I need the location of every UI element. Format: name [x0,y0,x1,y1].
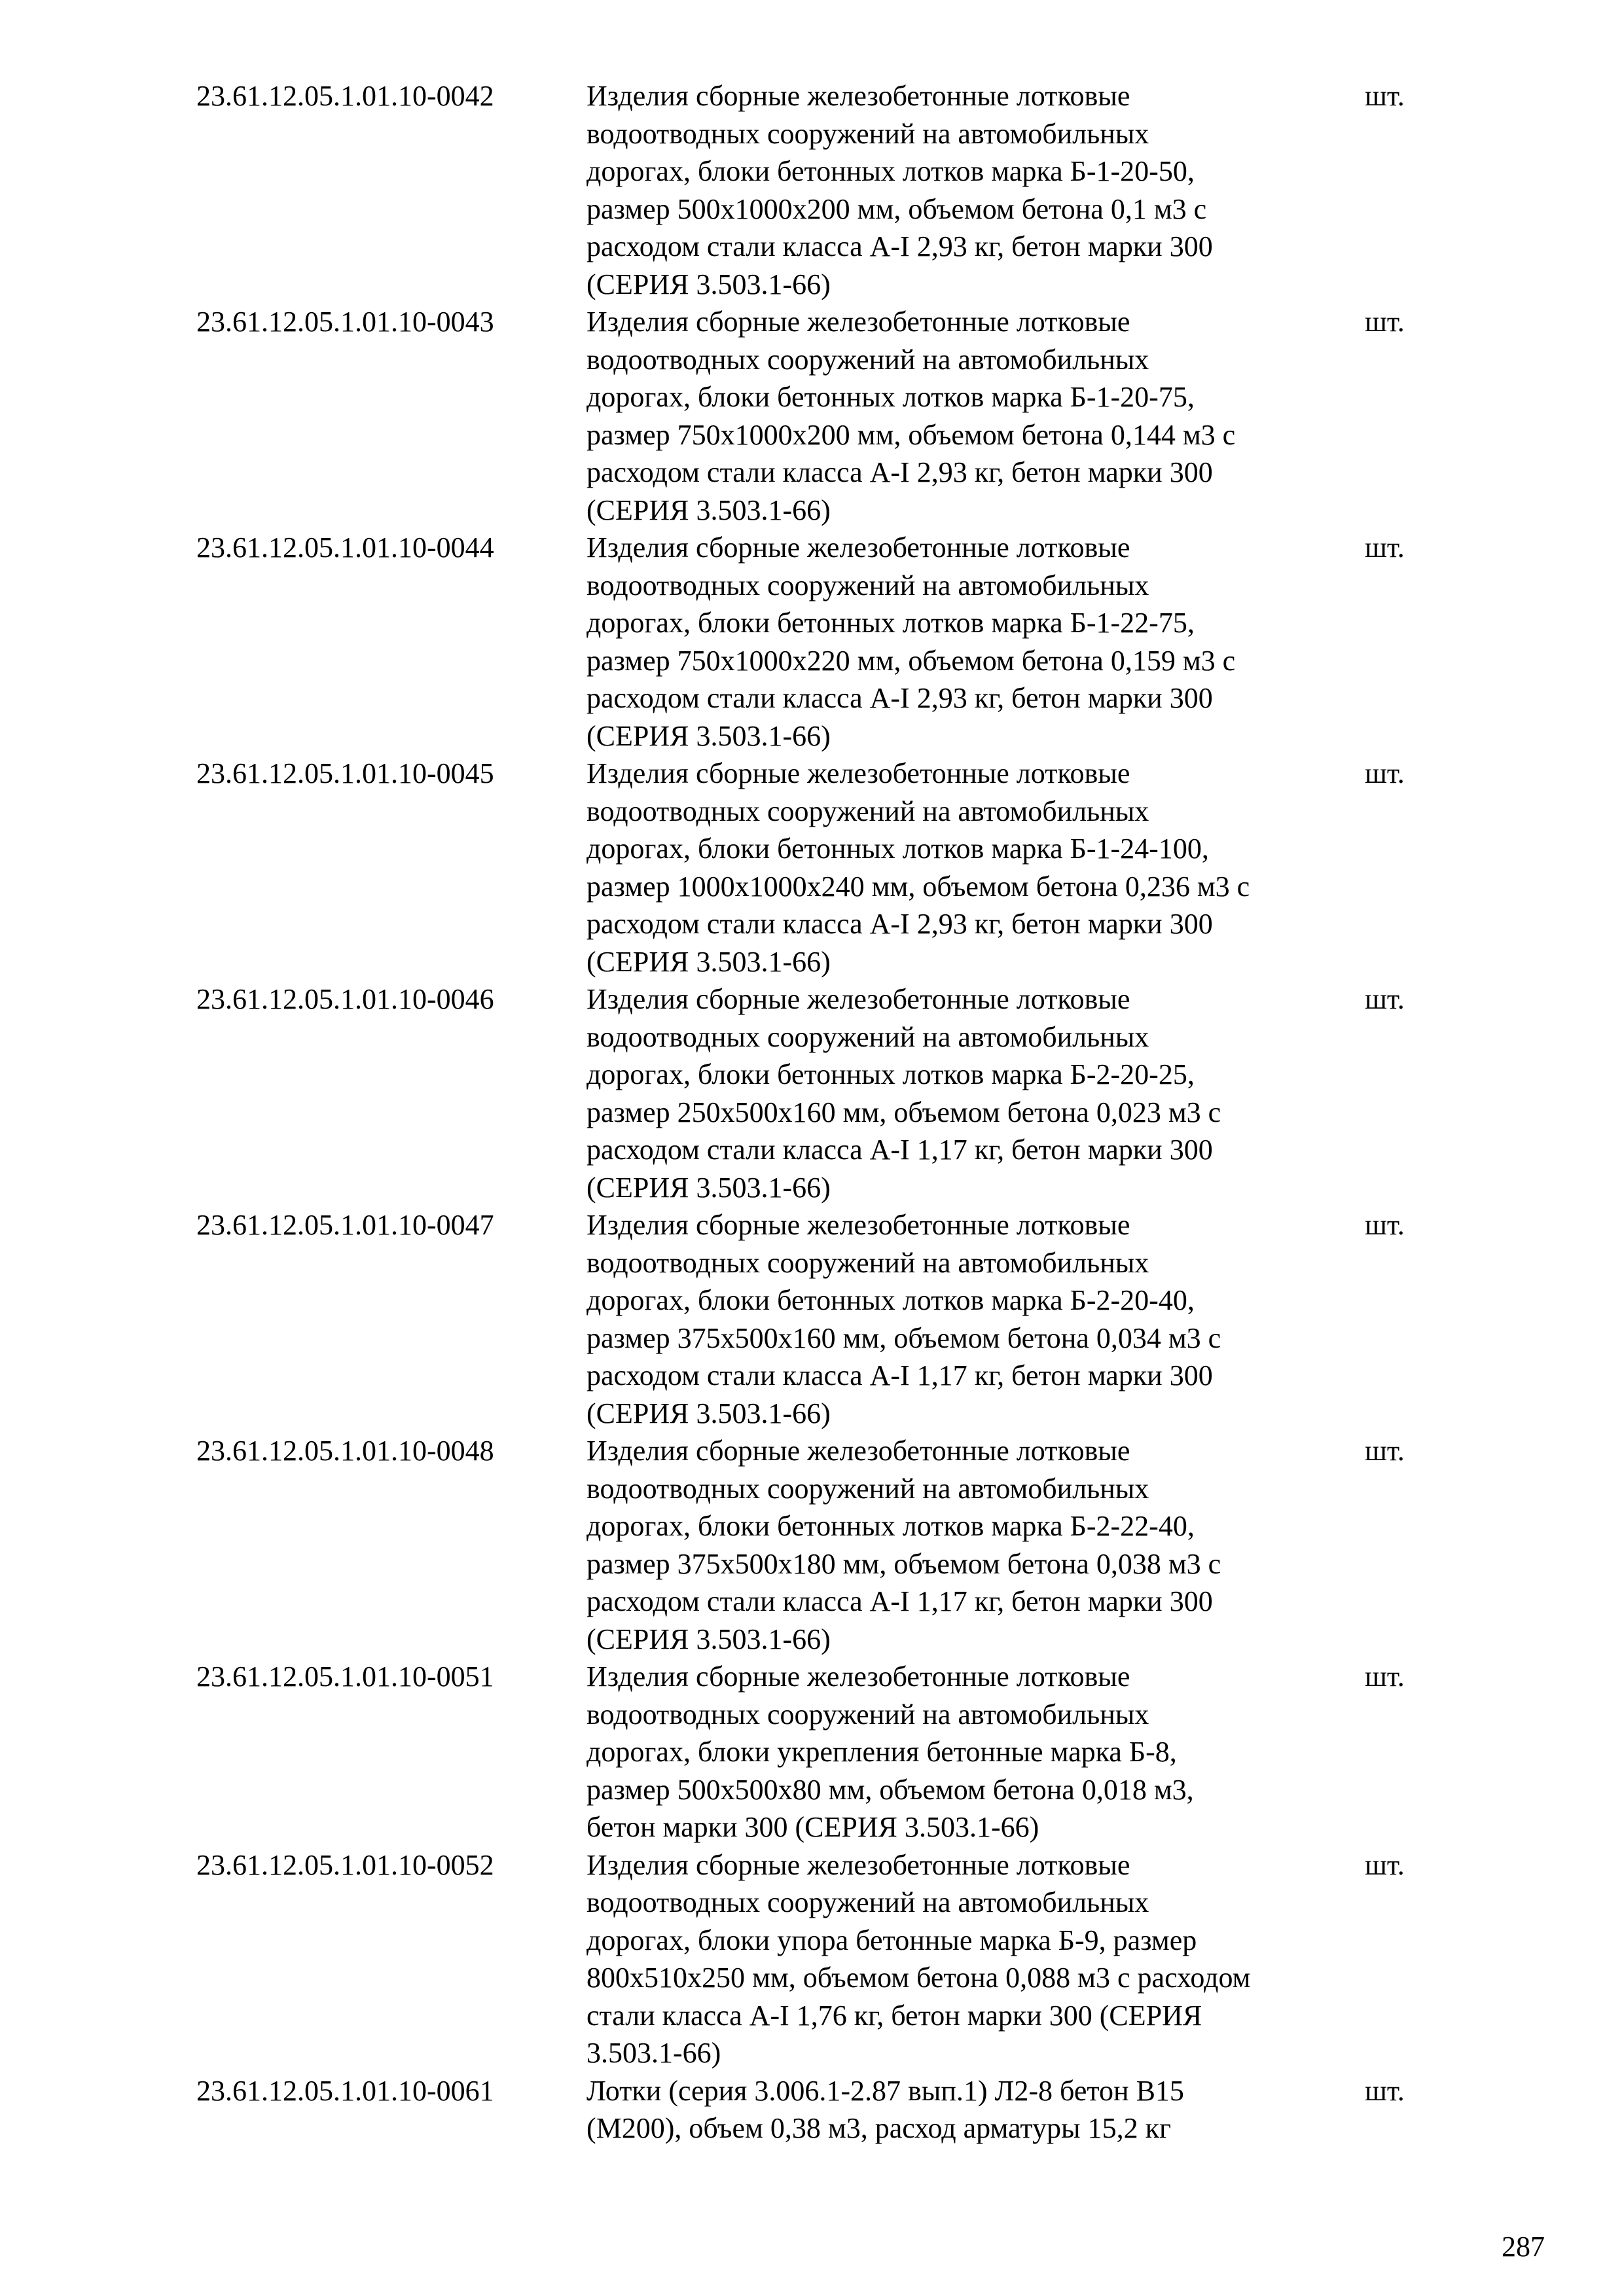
description-line: 3.503.1-66) [586,2037,721,2069]
description-line: расходом стали класса А-I 1,17 кг, бетон марки 300 [586,1585,1213,1617]
table-row [196,1206,1440,1432]
table-row [196,755,1440,980]
description-line: Изделия сборные железобетонные лотковые [586,1660,1130,1693]
description-line: (СЕРИЯ 3.503.1-66) [586,945,831,978]
resource-code: 23.61.12.05.1.01.10-0051 [196,1660,494,1693]
description-line: расходом стали класса А-I 2,93 кг, бетон марки 300 [586,456,1213,488]
description-line: дорогах, блоки бетонных лотков марка Б-1-20-50, [586,155,1195,187]
description-line: размер 750х1000х220 мм, объемом бетона 0,159 м3 с [586,644,1236,677]
resource-code: 23.61.12.05.1.01.10-0052 [196,1848,494,1881]
description-line: дорогах, блоки бетонных лотков марка Б-1-20-75, [586,381,1195,413]
description-line: расходом стали класса А-I 1,17 кг, бетон марки 300 [586,1134,1213,1166]
resource-code: 23.61.12.05.1.01.10-0046 [196,983,494,1015]
description-line: (СЕРИЯ 3.503.1-66) [586,1397,831,1429]
unit-of-measure: шт. [1365,1848,1405,1881]
description-line: водоотводных сооружений на автомобильных [586,1246,1149,1279]
resource-description [586,980,1362,1206]
description-line: размер 250х500х160 мм, объемом бетона 0,023 м3 с [586,1096,1221,1128]
description-line: бетон марки 300 (СЕРИЯ 3.503.1-66) [586,1811,1039,1843]
description-line: Изделия сборные железобетонные лотковые [586,1209,1130,1241]
table-row [196,980,1440,1206]
resource-code: 23.61.12.05.1.01.10-0043 [196,306,494,338]
description-line: расходом стали класса А-I 2,93 кг, бетон марки 300 [586,230,1213,262]
table-row [196,303,1440,529]
description-line: дорогах, блоки упора бетонные марка Б-9, размер [586,1924,1197,1956]
table-row [196,1846,1440,2072]
description-line: Лотки (серия 3.006.1-2.87 вып.1) Л2-8 бетон В15 [586,2074,1184,2107]
unit-of-measure: шт. [1365,1435,1405,1467]
description-line: водоотводных сооружений на автомобильных [586,117,1149,150]
description-line: стали класса А-I 1,76 кг, бетон марки 300 (СЕРИЯ [586,1999,1202,2032]
description-line: размер 375х500х160 мм, объемом бетона 0,034 м3 с [586,1321,1221,1354]
description-line: расходом стали класса А-I 1,17 кг, бетон марки 300 [586,1359,1213,1391]
table-row [196,77,1440,303]
description-line: Изделия сборные железобетонные лотковые [586,1435,1130,1467]
description-line: Изделия сборные железобетонные лотковые [586,983,1130,1015]
unit-of-measure: шт. [1365,306,1405,338]
description-line: (СЕРИЯ 3.503.1-66) [586,268,831,300]
table-row [196,1658,1440,1846]
description-line: расходом стали класса А-I 2,93 кг, бетон марки 300 [586,682,1213,714]
description-line: (СЕРИЯ 3.503.1-66) [586,719,831,752]
description-line: размер 1000х1000х240 мм, объемом бетона 0,236 м3 с [586,870,1250,903]
resource-table [196,77,1440,2147]
resource-description [586,2072,1362,2147]
description-line: (М200), объем 0,38 м3, расход арматуры 15,2 кг [586,2112,1172,2144]
resource-code: 23.61.12.05.1.01.10-0044 [196,531,494,564]
description-line: водоотводных сооружений на автомобильных [586,1886,1149,1918]
description-line: дорогах, блоки бетонных лотков марка Б-2-20-40, [586,1284,1195,1316]
description-line: дорогах, блоки бетонных лотков марка Б-1-24-100, [586,833,1209,865]
description-line: Изделия сборные железобетонные лотковые [586,757,1130,789]
resource-code: 23.61.12.05.1.01.10-0048 [196,1435,494,1467]
unit-of-measure: шт. [1365,983,1405,1015]
resource-description [586,1206,1362,1432]
description-line: водоотводных сооружений на автомобильных [586,1472,1149,1505]
table-row [196,2072,1440,2147]
resource-description [586,77,1362,303]
resource-description [586,1432,1362,1658]
unit-of-measure: шт. [1365,531,1405,564]
description-line: Изделия сборные железобетонные лотковые [586,80,1130,112]
unit-of-measure: шт. [1365,1660,1405,1693]
resource-code: 23.61.12.05.1.01.10-0045 [196,757,494,789]
description-line: Изделия сборные железобетонные лотковые [586,1848,1130,1881]
unit-of-measure: шт. [1365,1209,1405,1241]
description-line: Изделия сборные железобетонные лотковые [586,306,1130,338]
unit-of-measure: шт. [1365,2074,1405,2107]
page-number: 287 [1502,2231,1545,2263]
description-line: водоотводных сооружений на автомобильных [586,343,1149,376]
unit-of-measure: шт. [1365,80,1405,112]
description-line: расходом стали класса А-I 2,93 кг, бетон марки 300 [586,908,1213,940]
description-line: размер 750х1000х200 мм, объемом бетона 0,144 м3 с [586,418,1236,451]
resource-description [586,529,1362,755]
resource-description [586,755,1362,980]
description-line: размер 500х1000х200 мм, объемом бетона 0,1 м3 с [586,192,1207,225]
description-line: дорогах, блоки бетонных лотков марка Б-2-22-40, [586,1510,1195,1542]
description-line: размер 500х500х80 мм, объемом бетона 0,018 м3, [586,1773,1194,1806]
description-line: водоотводных сооружений на автомобильных [586,569,1149,601]
table-row [196,529,1440,755]
description-line: Изделия сборные железобетонные лотковые [586,531,1130,564]
description-line: (СЕРИЯ 3.503.1-66) [586,1171,831,1204]
description-line: 800х510х250 мм, объемом бетона 0,088 м3 с расходом [586,1962,1251,1994]
table-row [196,1432,1440,1658]
resource-description [586,303,1362,529]
resource-code: 23.61.12.05.1.01.10-0047 [196,1209,494,1241]
resource-description [586,1658,1362,1846]
description-line: водоотводных сооружений на автомобильных [586,1698,1149,1731]
description-line: (СЕРИЯ 3.503.1-66) [586,1623,831,1655]
description-line: (СЕРИЯ 3.503.1-66) [586,493,831,526]
description-line: водоотводных сооружений на автомобильных [586,795,1149,827]
description-line: водоотводных сооружений на автомобильных [586,1020,1149,1053]
resource-description [586,1846,1362,2072]
description-line: дорогах, блоки укрепления бетонные марка Б-8, [586,1736,1177,1768]
resource-code: 23.61.12.05.1.01.10-0042 [196,80,494,112]
description-line: размер 375х500х180 мм, объемом бетона 0,038 м3 с [586,1547,1221,1580]
resource-code: 23.61.12.05.1.01.10-0061 [196,2074,494,2107]
description-line: дорогах, блоки бетонных лотков марка Б-1-22-75, [586,607,1195,639]
unit-of-measure: шт. [1365,757,1405,789]
description-line: дорогах, блоки бетонных лотков марка Б-2-20-25, [586,1058,1195,1090]
